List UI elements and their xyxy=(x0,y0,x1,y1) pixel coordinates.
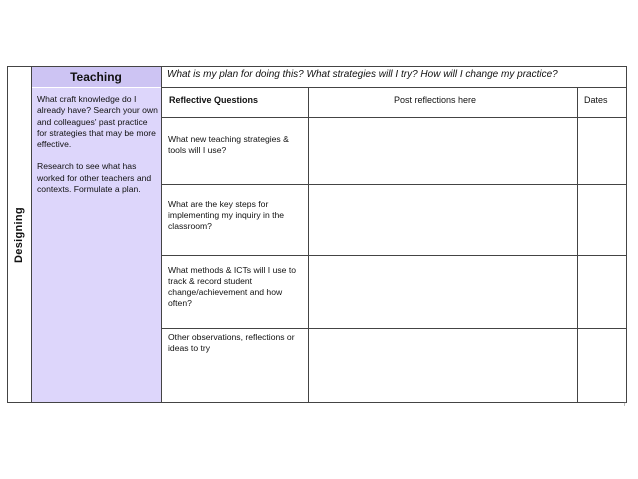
row-divider-2 xyxy=(161,184,627,185)
question-3: What methods & ICTs will I use to track & record student change/achievement and how often? xyxy=(168,265,296,308)
question-4: Other observations, reflections or ideas to try xyxy=(168,332,295,353)
section-paragraph-2: Research to see what has worked for other teachers and contexts. Formulate a plan. xyxy=(37,161,152,195)
questions-divider xyxy=(308,87,309,403)
column-header-dates: Dates xyxy=(584,95,608,105)
table-border-bottom xyxy=(7,402,627,403)
corner-mark: r xyxy=(624,402,626,408)
row-divider-heading xyxy=(161,87,627,88)
reflection-cell-2[interactable] xyxy=(309,185,577,255)
row-divider-3 xyxy=(161,255,627,256)
section-divider xyxy=(161,66,162,403)
reflection-cell-4[interactable] xyxy=(309,329,577,401)
table-border-left xyxy=(7,66,8,403)
table-border-right xyxy=(626,66,627,403)
stage-column xyxy=(7,67,31,402)
table-border-top xyxy=(7,66,627,67)
column-header-reflections: Post reflections here xyxy=(394,95,477,105)
date-cell-2[interactable] xyxy=(578,185,626,255)
question-2: What are the key steps for implementing my inquiry in the classroom? xyxy=(168,199,285,231)
question-1: What new teaching strategies & tools will I use? xyxy=(168,134,289,155)
date-cell-3[interactable] xyxy=(578,256,626,328)
reflection-cell-3[interactable] xyxy=(309,256,577,328)
column-header-questions: Reflective Questions xyxy=(169,95,259,105)
section-paragraph-1: What craft knowledge do I already have? Search your own and colleagues' past practice for strategies that may be more effective. xyxy=(37,94,158,150)
main-heading: What is my plan for doing this? What strategies will I try? How will I change my practice? xyxy=(167,69,558,80)
section-description xyxy=(37,94,159,206)
date-cell-1[interactable] xyxy=(578,118,626,184)
row-divider-4 xyxy=(161,328,627,329)
date-cell-4[interactable] xyxy=(578,329,626,401)
stage-divider xyxy=(31,66,32,403)
reflection-cell-1[interactable] xyxy=(309,118,577,184)
stage-label: Designing xyxy=(13,206,25,263)
row-divider-1 xyxy=(161,117,627,118)
section-title: Teaching xyxy=(31,67,161,87)
dates-divider xyxy=(577,87,578,403)
